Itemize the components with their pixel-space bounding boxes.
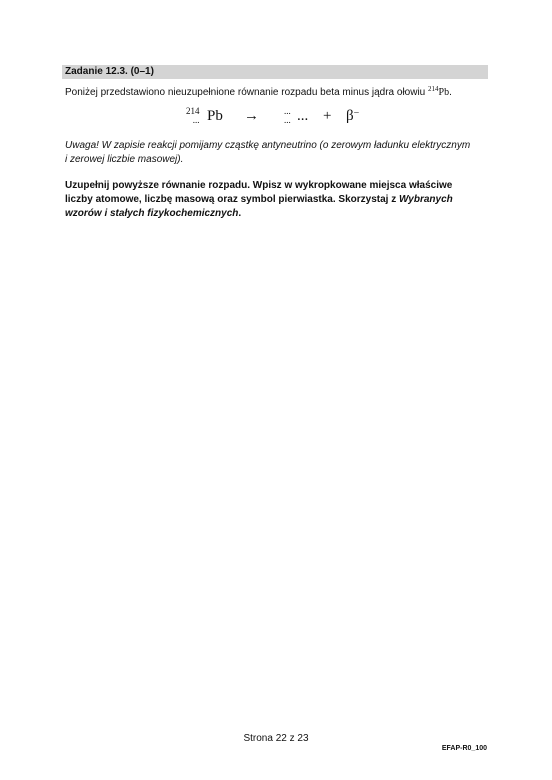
product-mass-number-blank[interactable]: ... <box>284 106 291 116</box>
instruction-line-3-end: . <box>238 208 242 219</box>
beta-charge: − <box>353 108 360 119</box>
instruction-line-2-text: liczby atomowe, liczbę masową oraz symbol pierwiastka. Skorzystaj z <box>65 194 400 205</box>
plus-sign: + <box>323 108 332 124</box>
decay-equation <box>0 104 552 132</box>
intro-line <box>65 83 452 99</box>
exam-code: EFAP-R0_100 <box>441 745 487 752</box>
intro-mass-number: 214 <box>428 85 439 93</box>
note-line-2: i zerowej liczbie masowej). <box>65 154 184 165</box>
beta-symbol: β <box>346 108 354 124</box>
product-element-symbol-blank[interactable]: ... <box>297 108 309 124</box>
parent-element-symbol: Pb <box>207 108 223 124</box>
reaction-arrow: → <box>244 108 259 124</box>
parent-mass-number: 214 <box>186 106 200 116</box>
intro-text: Poniżej przedstawiono nieuzupełnione równanie rozpadu beta minus jądra ołowiu <box>65 87 429 98</box>
note-line-1: Uwaga! W zapisie reakcji pomijamy cząstkę antyneutrino (o zerowym ładunku elektrycznym <box>65 140 471 151</box>
page-number: Strona 22 z 23 <box>243 733 309 744</box>
instruction-line-2 <box>65 193 453 206</box>
instruction-line-3 <box>65 207 241 220</box>
intro-element-symbol: Pb <box>438 87 450 98</box>
parent-scripts <box>186 107 200 125</box>
intro-period: . <box>449 87 452 98</box>
instruction-line-2-italic: Wybranych <box>399 194 453 205</box>
product-atomic-number-blank[interactable]: ... <box>284 115 291 125</box>
instruction-line-1: Uzupełnij powyższe równanie rozpadu. Wpisz w wykropkowane miejsca właściwe <box>65 180 453 191</box>
beta-particle <box>346 108 359 125</box>
task-header: Zadanie 12.3. (0–1) <box>62 65 488 79</box>
intro-nuclide <box>428 87 449 98</box>
product-scripts <box>284 107 291 125</box>
instruction-line-3-italic: wzorów i stałych fizykochemicznych <box>65 208 239 219</box>
parent-atomic-number-blank: ... <box>192 115 200 125</box>
